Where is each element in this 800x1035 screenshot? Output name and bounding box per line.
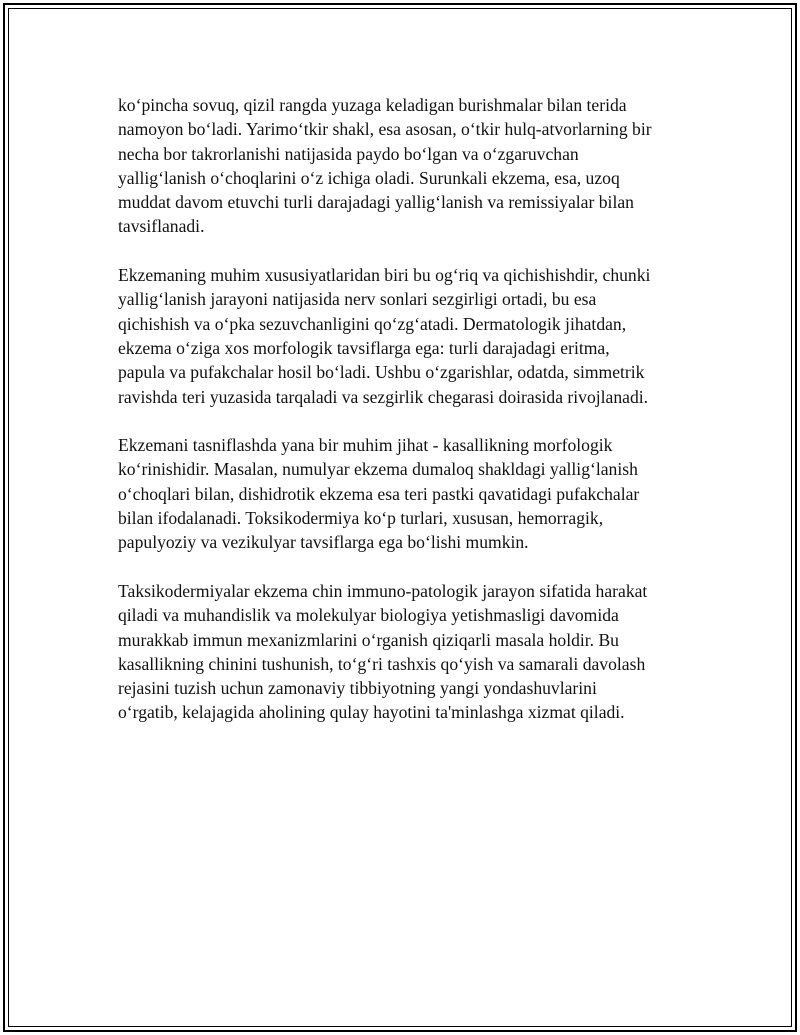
text-line: papula va pufakchalar hosil bo‘ladi. Ushbu o‘zgarishlar, odatda, simmetrik [118,362,645,383]
text-line: papulyoziy va vezikulyar tavsiflarga ega bo‘lishi mumkin. [118,532,529,553]
text-line: Ekzemaning muhim xususiyatlaridan biri bu og‘riq va qichishishdir, chunki [118,265,651,286]
text-line: kasallikning chinini tushunish, to‘g‘ri tashxis qo‘yish va samarali davolash [118,653,646,674]
paragraph-3 [118,433,678,554]
text-line: murakkab immun mexanizmlarini o‘rganish qiziqarli masala holdir. Bu [118,629,619,650]
text-line: tavsiflanadi. [118,216,205,237]
text-line: yallig‘lanish jarayoni natijasida nerv sonlari sezgirligi ortadi, bu esa [118,289,597,310]
text-line: muddat davom etuvchi turli darajadagi yallig‘lanish va remissiyalar bilan [118,192,634,213]
text-line: Taksikodermiyalar ekzema chin immuno-patologik jarayon sifatida harakat [118,580,648,601]
document-body [118,93,678,749]
text-line: qichishish va o‘pka sezuvchanligini qo‘zg‘atadi. Dermatologik jihatdan, [118,313,627,334]
paragraph-2 [118,263,678,409]
text-line: namoyon bo‘ladi. Yarimo‘tkir shakl, esa asosan, o‘tkir hulq-atvorlarning bir [118,119,652,140]
paragraph-1 [118,93,678,239]
text-line: o‘choqlari bilan, dishidrotik ekzema esa teri pastki qavatidagi pufakchalar [118,483,640,504]
text-line: ko‘rinishidir. Masalan, numulyar ekzema dumaloq shakldagi yallig‘lanish [118,459,638,480]
text-line: bilan ifodalanadi. Toksikodermiya ko‘p turlari, xususan, hemorragik, [118,508,604,529]
text-line: Ekzemani tasniflashda yana bir muhim jihat - kasallikning morfologik [118,435,613,456]
text-line: ravishda teri yuzasida tarqaladi va sezgirlik chegarasi doirasida rivojlanadi. [118,386,649,407]
text-line: yallig‘lanish o‘choqlarini o‘z ichiga oladi. Surunkali ekzema, esa, uzoq [118,167,620,188]
text-line: rejasini tuzish uchun zamonaviy tibbiyotning yangi yondashuvlarini [118,678,597,699]
text-line: necha bor takrorlanishi natijasida paydo bo‘lgan va o‘zgaruvchan [118,143,579,164]
text-line: ekzema o‘ziga xos morfologik tavsiflarga ega: turli darajadagi eritma, [118,337,610,358]
text-line: ko‘pincha sovuq, qizil rangda yuzaga keladigan burishmalar bilan terida [118,95,627,115]
text-line: o‘rgatib, kelajagida aholining qulay hayotini ta'minlashga xizmat qiladi. [118,702,625,723]
paragraph-4 [118,579,678,725]
text-line: qiladi va muhandislik va molekulyar biologiya yetishmasligi davomida [118,605,619,626]
